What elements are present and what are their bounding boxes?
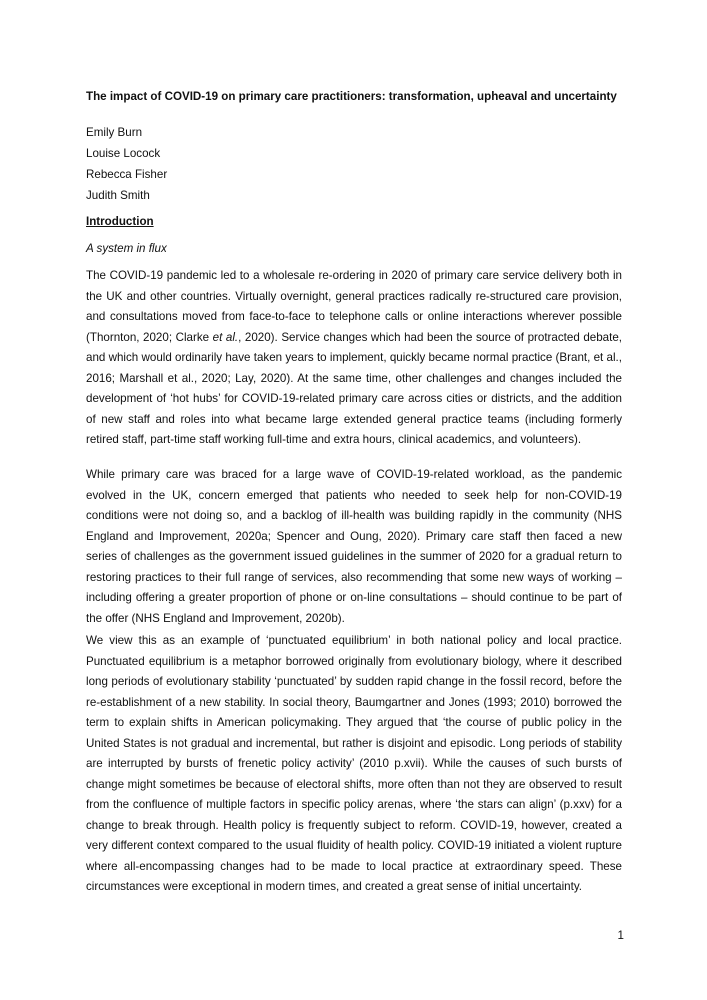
body-paragraph-3: We view this as an example of ‘punctuated equilibrium’ in both national policy and local practice. Punctuated equilibrium is a metaphor borrowed originally from evolutionary biology, where it described long periods of evolutionary stability ‘punctuated’ by sudden rapid change in the fossil record, before the re-establishment of a new stability. In social theory, Baumgartner and Jones (1993; 2010) borrowed the term to explain shifts in American policymaking. They argued that ‘the course of public policy in the United States is not gradual and incremental, but rather is disjoint and episodic. Long periods of stability are interrupted by bursts of frenetic policy activity’ (2010 p.xvii). While the causes of such bursts of change might sometimes be because of electoral shifts, more often than not they are observed to result from the confluence of multiple factors in specific policy arenas, where ‘the stars can align’ (p.xxv) for a change to break through. Health policy is frequently subject to reform. COVID-19, however, created a very different context compared to the usual fluidity of health policy. COVID-19 initiated a violent rupture where all-encompassing changes had to be made to local practice at extraordinary speed. These circumstances were exceptional in modern times, and created a great sense of initial uncertainty. bbox=[86, 634, 622, 893]
author-name: Emily Burn bbox=[86, 126, 143, 139]
section-heading-introduction: Introduction bbox=[86, 215, 154, 228]
author-name: Louise Locock bbox=[86, 147, 161, 160]
body-paragraph-2: While primary care was braced for a large wave of COVID-19-related workload, as the pandemic evolved in the UK, concern emerged that patients who needed to seek help for non-COVID-19 conditions were not doing so, and a backlog of ill-health was building rapidly in the community (NHS England and Improvement, 2020a; Spencer and Oung, 2020). Primary care staff then faced a new series of challenges as the government issued guidelines in the summer of 2020 for a gradual return to restoring practices to their full range of services, also recommending that some new ways of working – including offering a greater proportion of phone or on-line consultations – should continue to be part of the offer (NHS England and Improvement, 2020b). bbox=[86, 468, 622, 625]
author-name: Judith Smith bbox=[86, 189, 150, 202]
subsection-heading: A system in flux bbox=[86, 242, 167, 255]
paper-title: The impact of COVID-19 on primary care practitioners: transformation, upheaval and uncertainty bbox=[86, 90, 617, 103]
paragraph-text: The COVID-19 pandemic led to a wholesale re-ordering in 2020 of primary care service delivery both in the UK and other countries. Virtually overnight, general practices radically re-structured care provision, and consultations moved from face-to-face to telephone calls or online interactions wherever possible (Thornton, 2020; Clarke bbox=[86, 269, 622, 344]
author-name: Rebecca Fisher bbox=[86, 168, 168, 181]
page-number: 1 bbox=[617, 929, 624, 942]
body-paragraph-1 bbox=[86, 266, 622, 451]
italic-text: et al. bbox=[212, 330, 239, 344]
author-list bbox=[86, 122, 386, 206]
paragraph-text: , 2020). Service changes which had been the source of protracted debate, and which would ordinarily have taken years to implement, quickly became normal practice (Brant, et al., 2016; Marshall et al., 2020; Lay, 2020). At the same time, other challenges and changes included the development of ‘hot hubs’ for COVID-19-related primary care across cities or districts, and the addition of new staff and roles into what became large extended general practice teams (including formerly retired staff, part-time staff working full-time and extra hours, clinical academics, and volunteers). bbox=[86, 330, 622, 446]
